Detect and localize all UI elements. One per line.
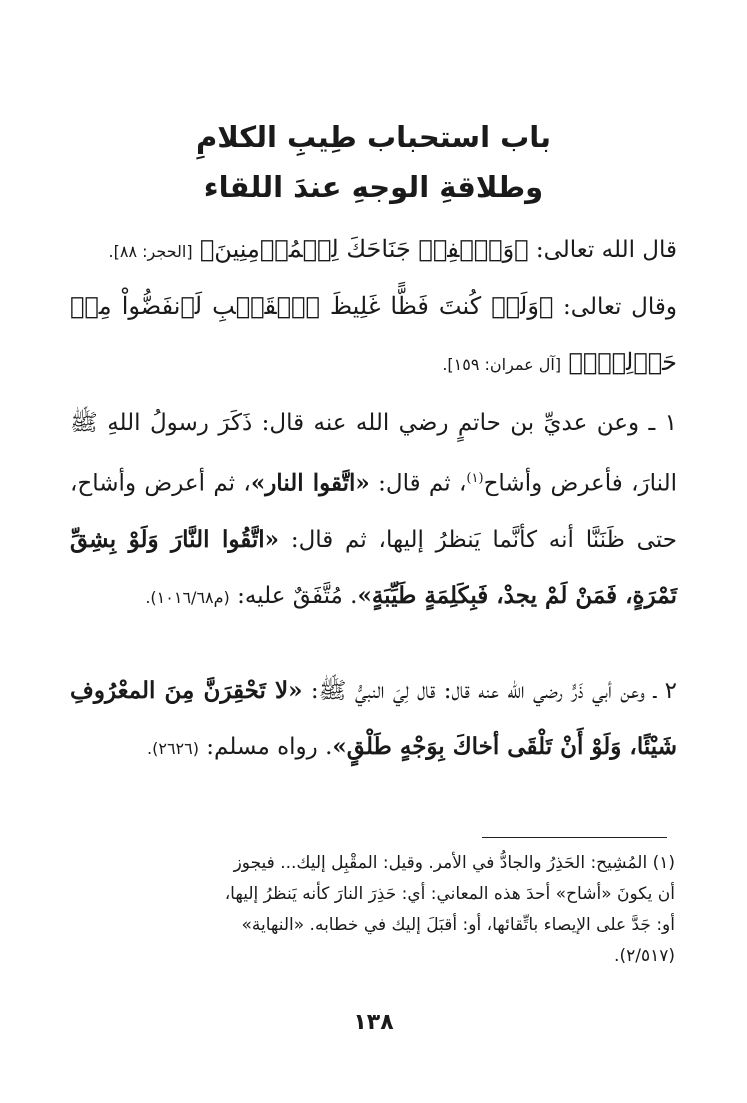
footnote-marker[interactable]: (١) xyxy=(466,471,484,486)
verse-1-ref: [الحجر: ٨٨]. xyxy=(108,242,193,261)
verse-1-intro: قال الله تعالى: xyxy=(535,237,677,263)
hadith-1-mid-2: ، ثم أعرض وأشاح، حتى ظَنَنَّا أنه كأنَّما يَنظرُ إليها، ثم قال: xyxy=(70,470,677,553)
hadith-1-lead: ١ ـ وعن عديِّ بن حاتمٍ رضي الله عنه قال: ذَكَرَ رسولُ اللهِ ﷺ النارَ، فأعرض وأشاح xyxy=(70,410,677,497)
footnote xyxy=(70,848,675,972)
footnote-line-1: (١) المُشِيح: الحَذِرُ والجادُّ في الأمر. وقيل: المقْبِل إليك... فيجوز xyxy=(233,853,675,873)
hadith-2-tail: . رواه مسلم: xyxy=(198,734,333,760)
chapter-title-line2: وطلاقةِ الوجهِ عندَ اللقاء xyxy=(203,170,544,204)
verse-2-text: ﴿وَلَوۡ كُنتَ فَظًّا غَلِيظَ ٱلۡقَلۡبِ لَٱنفَضُّواْ مِنۡ حَوۡلِكَۖ﴾ xyxy=(70,292,677,376)
hadith-1-mid: ، ثم قال: xyxy=(369,470,467,497)
footnote-line-2: أن يكونَ «أشاح» أحدَ هذه المعاني: أي: حَذِرَ النارَ كأنه يَنظرُ إليها، xyxy=(224,884,675,904)
hadith-1-quote-1: «اتَّقوا النار» xyxy=(250,469,370,497)
hadith-2-quote: «لا تَحْقِرَنَّ مِنَ المعْرُوفِ شَيْئًا، وَلَوْ أَنْ تَلْقَى أخاكَ بِوَجْهٍ طَلْقٍ» xyxy=(70,677,677,760)
verse-2 xyxy=(70,279,677,392)
hadith-1-quote-2: «اتَّقُوا النَّارَ وَلَوْ بِشِقِّ تَمْرَةٍ، فَمَنْ لَمْ يجدْ، فَبِكَلِمَةٍ طَيِّبَةٍ» xyxy=(70,525,677,609)
page-number: ١٣٨ xyxy=(353,1010,394,1035)
verse-2-intro: وقال تعالى: xyxy=(563,294,677,320)
hadith-1-tail: . مُتَّفَقٌ عليه: xyxy=(229,582,358,609)
verse-1-text: ﴿وَٱخۡفِضۡ جَنَاحَكَ لِلۡمُؤۡمِنِينَ﴾ xyxy=(199,235,529,263)
hadith-1-ref: (م١٠١٦/٦٨). xyxy=(145,587,230,607)
verse-2-ref: [آل عمران: ١٥٩]. xyxy=(442,355,562,374)
footnote-divider xyxy=(482,837,667,838)
hadith-2-ref: (٢٦٢٦). xyxy=(147,739,199,758)
verses-section xyxy=(70,222,677,392)
hadith-2-paragraph xyxy=(70,663,677,776)
hadith-2-lead: ٢ ـ وعن أبي ذَرٍّ رضي الله عنه قال: قال لِيَ النبيُّ ﷺ: xyxy=(302,678,677,704)
chapter-title-line1: باب استحباب طِيبِ الكلامِ xyxy=(195,120,552,154)
hadith-1 xyxy=(70,396,677,625)
hadith-2 xyxy=(70,663,677,776)
chapter-title xyxy=(60,112,687,212)
hadith-1-paragraph xyxy=(70,396,677,625)
footnote-line-4: (٢/٥١٧). xyxy=(614,946,675,966)
verse-1 xyxy=(70,222,677,279)
footnote-line-3: أو: جَدَّ على الإيصاء باتِّقائها، أو: أقبَلَ إليك في خطابه. «النهاية» xyxy=(241,915,675,935)
